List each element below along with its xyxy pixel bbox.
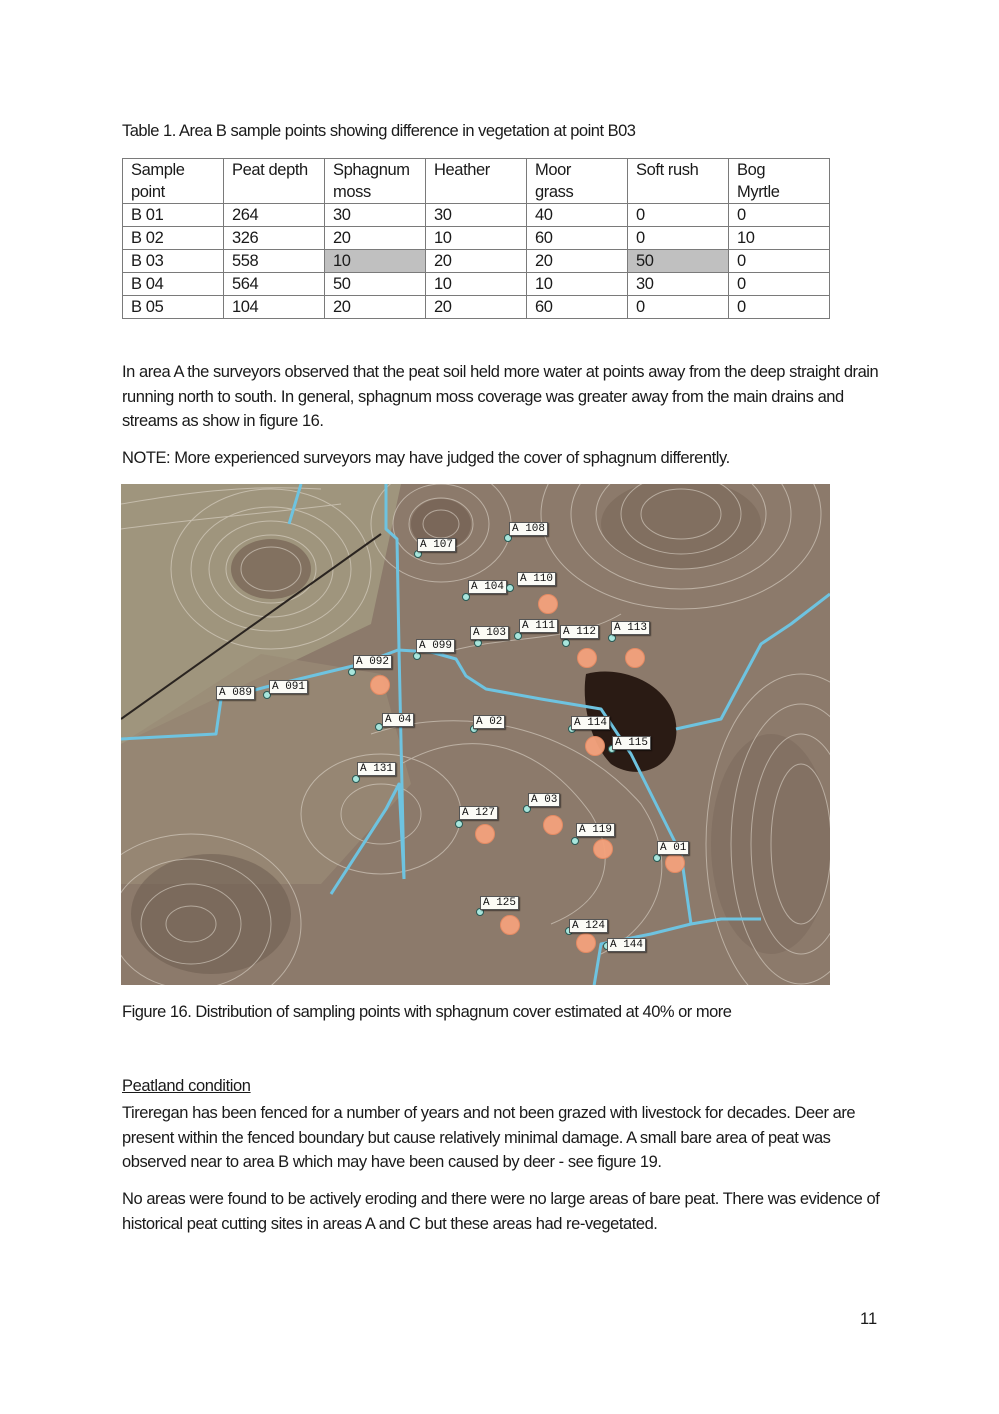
cell: 20 (426, 296, 527, 319)
cell: 20 (527, 250, 628, 273)
sample-label: A 03 (528, 793, 560, 807)
high-sphagnum-dot (625, 648, 645, 668)
high-sphagnum-dot (665, 853, 685, 873)
cell: B 05 (123, 296, 224, 319)
cell: 20 (325, 227, 426, 250)
paragraph-erosion: No areas were found to be actively eroding and there were no large areas of bare peat. There was evidence of historical peat cutting sites in areas A and C but these areas had re-vegetated. (122, 1190, 880, 1233)
note-paragraph: NOTE: More experienced surveyors may have judged the cover of sphagnum differently. (122, 449, 730, 467)
cell: 10 (729, 227, 830, 250)
cell: B 02 (123, 227, 224, 250)
paragraph-area-a: In area A the surveyors observed that the peat soil held more water at points away from the deep straight drain running north to south. In general, sphagnum moss coverage was greater away from the main drains and streams as show in figure 16. (122, 363, 879, 430)
sampling-map-figure (121, 484, 830, 985)
sample-point-marker (413, 652, 421, 660)
figure-caption: Figure 16. Distribution of sampling points with sphagnum cover estimated at 40% or more (122, 1003, 732, 1021)
table-row (123, 273, 830, 296)
cell: 30 (325, 204, 426, 227)
paragraph-peatland-condition: Tireregan has been fenced for a number of years and not been grazed with livestock for decades. Deer are present within the fenced boundary but cause relatively minimal damage. A small bare area of peat was observed near to area B which may have been caused by deer - see figure 19. (122, 1104, 856, 1171)
sample-label: A 119 (576, 823, 615, 837)
cell: 0 (628, 227, 729, 250)
sample-point-marker (474, 639, 482, 647)
high-sphagnum-dot (543, 815, 563, 835)
cell: 326 (224, 227, 325, 250)
cell: 0 (729, 204, 830, 227)
high-sphagnum-dot (593, 839, 613, 859)
sample-label: A 091 (269, 680, 308, 694)
cell: 0 (628, 204, 729, 227)
table-row (123, 204, 830, 227)
sample-label: A 112 (560, 625, 599, 639)
sample-point-marker (514, 632, 522, 640)
sample-label: A 114 (571, 716, 610, 730)
cell: 60 (527, 296, 628, 319)
section-heading: Peatland condition (122, 1077, 251, 1095)
sample-label: A 104 (468, 580, 507, 594)
header-heather: Heather (426, 159, 527, 204)
high-sphagnum-dot (370, 675, 390, 695)
highlighted-cell: 50 (628, 250, 729, 273)
cell: 104 (224, 296, 325, 319)
vegetation-table (122, 158, 830, 319)
page-number: 11 (860, 1310, 878, 1328)
cell: B 04 (123, 273, 224, 296)
sample-label: A 124 (569, 919, 608, 933)
sample-point-marker (562, 639, 570, 647)
high-sphagnum-dot (576, 933, 596, 953)
cell: 60 (527, 227, 628, 250)
cell: 30 (628, 273, 729, 296)
sample-label: A 144 (607, 938, 646, 952)
sample-point-marker (653, 854, 661, 862)
cell: 0 (729, 250, 830, 273)
hill-peak (231, 539, 311, 599)
high-sphagnum-dot (538, 594, 558, 614)
cell: 50 (325, 273, 426, 296)
sample-point-marker (455, 820, 463, 828)
cell: B 03 (123, 250, 224, 273)
sample-point-marker (352, 775, 360, 783)
sample-label: A 110 (517, 572, 556, 586)
sample-label: A 115 (612, 736, 651, 750)
header-sample-point: Sample point (123, 159, 224, 204)
table-row-highlighted (123, 250, 830, 273)
sample-label: A 01 (657, 841, 689, 855)
sample-label: A 111 (519, 619, 558, 633)
sample-label: A 092 (353, 655, 392, 669)
cell: 264 (224, 204, 325, 227)
cell: 10 (426, 273, 527, 296)
sample-label: A 04 (382, 713, 414, 727)
header-soft-rush: Soft rush (628, 159, 729, 204)
cell: 30 (426, 204, 527, 227)
sample-label: A 125 (480, 896, 519, 910)
sample-label: A 103 (470, 626, 509, 640)
high-sphagnum-dot (577, 648, 597, 668)
header-peat-depth: Peat depth (224, 159, 325, 204)
cell: 20 (426, 250, 527, 273)
sample-label: A 099 (416, 639, 455, 653)
high-sphagnum-dot (585, 736, 605, 756)
table-caption: Table 1. Area B sample points showing difference in vegetation at point B03 (122, 122, 636, 140)
highlighted-cell: 10 (325, 250, 426, 273)
cell: 564 (224, 273, 325, 296)
cell: 558 (224, 250, 325, 273)
sample-label: A 107 (417, 538, 456, 552)
cell: 40 (527, 204, 628, 227)
table-row (123, 296, 830, 319)
cell: 0 (729, 273, 830, 296)
sample-point-marker (506, 584, 514, 592)
table-row (123, 227, 830, 250)
sample-label: A 108 (509, 522, 548, 536)
sample-label: A 113 (611, 621, 650, 635)
table-header-row (123, 159, 830, 204)
cell: 20 (325, 296, 426, 319)
high-sphagnum-dot (500, 915, 520, 935)
sample-point-marker (571, 837, 579, 845)
cell: 0 (729, 296, 830, 319)
sample-label: A 089 (216, 686, 255, 700)
sample-point-marker (462, 593, 470, 601)
sample-label: A 02 (473, 715, 505, 729)
sample-point-marker (348, 668, 356, 676)
hill-peak (131, 854, 291, 974)
cell: 0 (628, 296, 729, 319)
header-sphagnum-moss: Sphagnum moss (325, 159, 426, 204)
sample-point-marker (608, 634, 616, 642)
header-bog-myrtle: Bog Myrtle (729, 159, 830, 204)
cell: B 01 (123, 204, 224, 227)
cell: 10 (426, 227, 527, 250)
sample-label: A 127 (459, 806, 498, 820)
sample-label: A 131 (357, 762, 396, 776)
high-sphagnum-dot (475, 824, 495, 844)
header-moor-grass: Moor grass (527, 159, 628, 204)
cell: 10 (527, 273, 628, 296)
